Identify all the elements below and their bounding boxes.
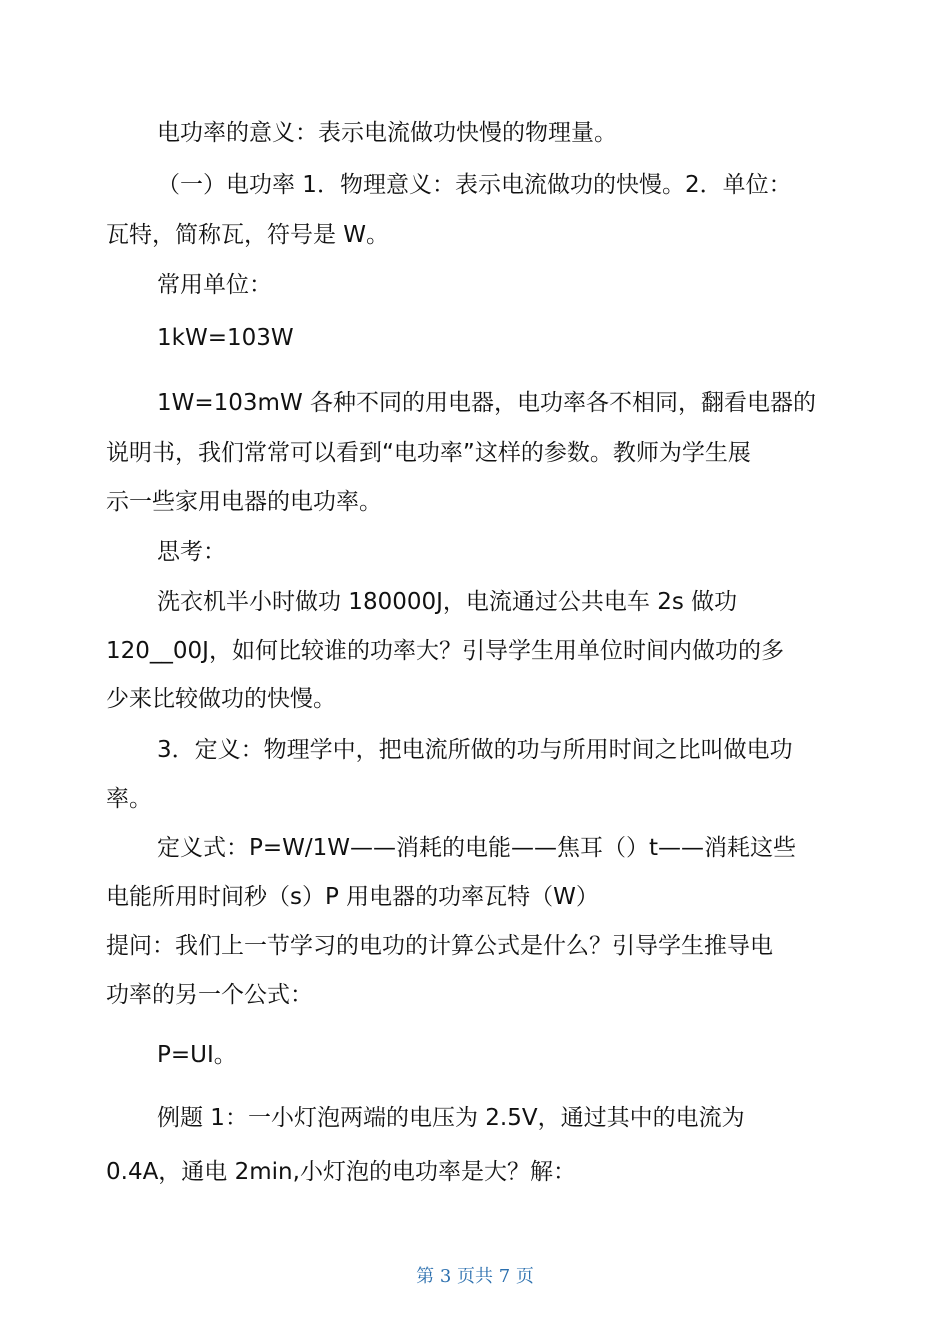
text-line: 说明书，我们常常可以看到“电功率”这样的参数。教师为学生展 bbox=[106, 440, 751, 466]
text-line: 洗衣机半小时做功 180000J，电流通过公共电车 2s 做功 bbox=[157, 589, 738, 615]
text-line: 常用单位： bbox=[157, 272, 272, 298]
text-line: 1W=103mW 各种不同的用电器，电功率各不相同，翻看电器的 bbox=[157, 390, 817, 416]
text-line: 功率的另一个公式： bbox=[106, 982, 313, 1008]
text-line: 1kW=103W bbox=[157, 325, 294, 351]
text-line: 0.4A，通电 2min,小灯泡的电功率是大？解： bbox=[106, 1159, 576, 1185]
text-line: 电功率的意义：表示电流做功快慢的物理量。 bbox=[157, 120, 617, 146]
text-line: 瓦特，简称瓦，符号是 W。 bbox=[106, 222, 390, 248]
text-line: 电能所用时间秒（s）P 用电器的功率瓦特（W） bbox=[106, 884, 599, 910]
text-line: 率。 bbox=[106, 786, 152, 812]
text-line: 提问：我们上一节学习的电功的计算公式是什么？引导学生推导电 bbox=[106, 933, 773, 959]
page-number-footer: 第 3 页共 7 页 bbox=[416, 1266, 534, 1287]
text-line: P=UI。 bbox=[157, 1042, 237, 1068]
text-line: 3．定义：物理学中，把电流所做的功与所用时间之比叫做电功 bbox=[157, 737, 793, 763]
text-line: 少来比较做功的快慢。 bbox=[106, 686, 336, 712]
text-line: （一）电功率 1．物理意义：表示电流做功的快慢。2．单位： bbox=[157, 172, 792, 198]
text-line: 120__00J，如何比较谁的功率大？引导学生用单位时间内做功的多 bbox=[106, 638, 784, 664]
text-line: 例题 1：一小灯泡两端的电压为 2.5V，通过其中的电流为 bbox=[157, 1105, 745, 1131]
text-line: 定义式：P=W/1W——消耗的电能——焦耳（）t——消耗这些 bbox=[157, 835, 797, 861]
text-line: 示一些家用电器的电功率。 bbox=[106, 489, 382, 515]
text-line: 思考： bbox=[157, 539, 226, 565]
